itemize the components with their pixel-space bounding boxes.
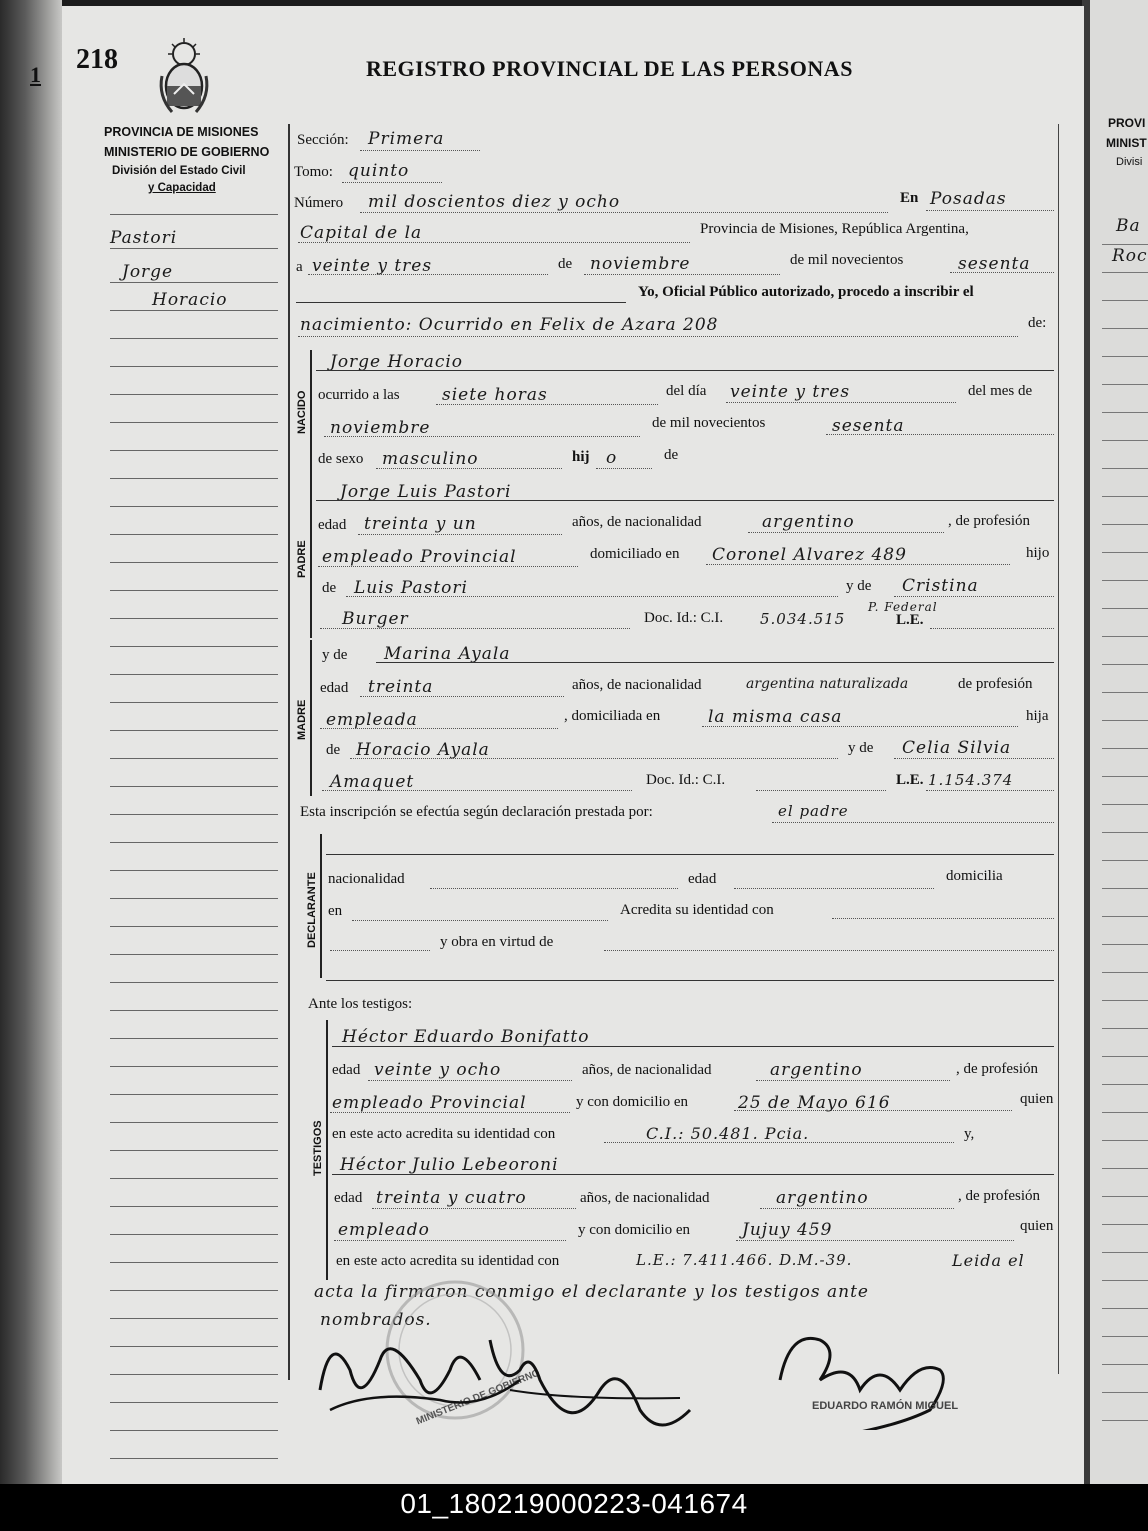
capital-value: Capital de la — [300, 223, 423, 243]
madre-profesion: empleada — [326, 710, 418, 730]
testigos-ante: Ante los testigos: — [308, 996, 413, 1012]
padre-edad-label: edad — [318, 517, 347, 533]
declaracion-value: el padre — [778, 802, 849, 820]
padre-section-label: PADRE — [296, 540, 308, 578]
madre-nombre: Marina Ayala — [384, 644, 511, 664]
declaracion-text: Esta inscripción se efectúa según declaración prestada por: — [300, 804, 653, 820]
testigo-1-edad: veinte y ocho — [374, 1060, 502, 1080]
inscribir-value: nacimiento: Ocurrido en Felix de Azara 208 — [300, 315, 719, 335]
de-colon-label: de: — [1028, 315, 1047, 331]
testigo-2-dom-label: y con domicilio en — [578, 1222, 691, 1238]
tomo-label: Tomo: — [294, 164, 333, 180]
padre-nombre: Jorge Luis Pastori — [340, 482, 512, 502]
padre-hijo-label: hijo — [1026, 545, 1050, 561]
testigo-2-nac: argentino — [776, 1188, 869, 1208]
facing-province: PROVI — [1108, 116, 1146, 130]
nacido-section-label: NACIDO — [296, 390, 308, 434]
madre-le-label: L.E. — [896, 772, 924, 788]
yo-text: Yo, Oficial Público autorizado, procedo a inscribir el — [638, 284, 974, 300]
testigo-1-acredita-label: en este acto acredita su identidad con — [332, 1126, 556, 1142]
province-label: PROVINCIA DE MISIONES — [104, 125, 259, 139]
facing-division: Divisi — [1116, 156, 1143, 168]
declarante-nacionalidad: nacionalidad — [328, 871, 405, 887]
facing-page — [1090, 0, 1148, 1484]
book-binding-left — [0, 0, 62, 1484]
padre-le-label: L.E. — [896, 612, 924, 628]
page-number: 218 — [76, 44, 118, 75]
nacido-dia: veinte y tres — [730, 382, 851, 402]
nacido-mil-label: de mil novecientos — [652, 415, 766, 431]
numero-value: mil doscientos diez y ocho — [368, 192, 621, 212]
padre-y-de-label: y de — [846, 578, 872, 594]
fecha-mil-label: de mil novecientos — [790, 252, 904, 268]
facing-ministry: MINIST — [1106, 136, 1147, 150]
madre-madre-2: Amaquet — [330, 772, 415, 792]
del-dia-label: del día — [666, 383, 707, 399]
tomo-value: quinto — [348, 161, 410, 181]
padre-dom-label: domiciliado en — [590, 546, 680, 562]
declarante-acredita: Acredita su identidad con — [620, 902, 774, 918]
fecha-dia: veinte y tres — [312, 256, 433, 276]
declarante-section-label: DECLARANTE — [306, 872, 318, 948]
declarante-en: en — [328, 903, 343, 919]
padre-doc-note: P. Federal — [868, 600, 938, 614]
madre-section-label: MADRE — [296, 699, 308, 740]
fecha-mes: noviembre — [590, 254, 691, 274]
padre-madre-2: Burger — [342, 609, 409, 629]
testigo-1-nac-label: años, de nacionalidad — [582, 1062, 712, 1078]
testigo-1-dom-label: y con domicilio en — [576, 1094, 689, 1110]
madre-dom-label: , domiciliada en — [564, 708, 661, 724]
testigo-2-edad: treinta y cuatro — [376, 1188, 527, 1208]
testigos-section-label: TESTIGOS — [312, 1120, 324, 1176]
facing-note-2: Roc — [1112, 246, 1148, 266]
padre-doc: 5.034.515 — [760, 610, 846, 628]
declarante-obra: y obra en virtud de — [440, 934, 554, 950]
provincia-text: Provincia de Misiones, República Argentina, — [700, 221, 969, 237]
official-name-stamp: EDUARDO RAMÓN MIGUEL — [812, 1400, 959, 1412]
padre-edad: treinta y un — [364, 514, 477, 534]
madre-de-label: de — [326, 742, 341, 758]
facing-note-1: Ba — [1116, 216, 1141, 236]
hij-de-label: de — [664, 447, 679, 463]
nacido-hora: siete horas — [442, 385, 548, 405]
testigo-1-y: y, — [964, 1126, 975, 1142]
margin-note-surname: Pastori — [110, 228, 178, 248]
padre-madre-1: Cristina — [902, 576, 979, 596]
closing-1: Leida el — [952, 1251, 1025, 1270]
madre-edad: treinta — [368, 677, 434, 697]
margin-note-name-2: Horacio — [152, 290, 228, 310]
testigo-2-nac-label: años, de nacionalidad — [580, 1190, 710, 1206]
testigo-1-quien: quien — [1020, 1091, 1054, 1107]
testigo-1-nombre: Héctor Eduardo Bonifatto — [342, 1027, 590, 1047]
padre-doc-label: Doc. Id.: C.I. — [644, 610, 724, 626]
testigo-2-edad-label: edad — [334, 1190, 363, 1206]
testigo-2-prof-label: , de profesión — [958, 1188, 1041, 1204]
archive-id: 01_180219000223-041674 — [400, 1488, 748, 1519]
form-left-border — [288, 124, 290, 1380]
hij-suffix: o — [606, 448, 618, 468]
coat-of-arms-icon — [156, 36, 212, 116]
testigo-1-dom: 25 de Mayo 616 — [738, 1093, 891, 1113]
madre-y-de2-label: y de — [848, 740, 874, 756]
padre-nac-label: años, de nacionalidad — [572, 514, 702, 530]
form-right-border — [1058, 124, 1059, 1374]
nacido-anio: sesenta — [832, 416, 905, 436]
testigo-2-dom: Jujuy 459 — [742, 1220, 833, 1240]
del-mes-label: del mes de — [968, 383, 1033, 399]
ministry-label: MINISTERIO DE GOBIERNO — [104, 145, 270, 159]
seccion-value: Primera — [368, 129, 445, 149]
fecha-de-label: de — [558, 256, 573, 272]
en-value: Posadas — [930, 189, 1007, 209]
closing-3: nombrados. — [320, 1310, 432, 1330]
margin-number: 1 — [30, 62, 41, 87]
margin-note-name-1: Jorge — [122, 262, 174, 282]
madre-nac-label: años, de nacionalidad — [572, 677, 702, 693]
padre-prof-label: , de profesión — [948, 513, 1031, 529]
declarante-domicilia: domicilia — [946, 868, 1003, 884]
madre-hija-label: hija — [1026, 708, 1049, 724]
ocurrido-label: ocurrido a las — [318, 387, 400, 403]
madre-padre: Horacio Ayala — [356, 740, 490, 760]
testigo-2-quien: quien — [1020, 1218, 1054, 1234]
madre-le: 1.154.374 — [928, 771, 1014, 789]
madre-domicilio: la misma casa — [708, 707, 843, 727]
testigo-1-nac: argentino — [770, 1060, 863, 1080]
padre-de-label: de — [322, 580, 337, 596]
division-label-2: y Capacidad — [148, 182, 216, 194]
sexo-label: de sexo — [318, 451, 364, 467]
stamp-text: MINISTERIO DE GOBIERNO — [414, 1367, 542, 1428]
hij-label: hij — [572, 449, 590, 465]
nacido-mes: noviembre — [330, 418, 431, 438]
padre-domicilio: Coronel Alvarez 489 — [712, 545, 907, 565]
fecha-a-label: a — [296, 259, 303, 275]
padre-padre: Luis Pastori — [354, 578, 468, 598]
madre-madre-1: Celia Silvia — [902, 738, 1012, 758]
signatures-icon — [310, 1320, 1030, 1430]
testigo-1-prof-label: , de profesión — [956, 1061, 1039, 1077]
madre-edad-label: edad — [320, 680, 349, 696]
nacido-nombre: Jorge Horacio — [330, 352, 464, 372]
padre-profesion: empleado Provincial — [322, 547, 517, 567]
page-title: REGISTRO PROVINCIAL DE LAS PERSONAS — [366, 56, 853, 81]
testigo-1-edad-label: edad — [332, 1062, 361, 1078]
madre-nacionalidad: argentina naturalizada — [746, 676, 909, 692]
fecha-anio: sesenta — [958, 254, 1031, 274]
nacido-sexo: masculino — [382, 449, 479, 469]
seccion-label: Sección: — [297, 132, 349, 148]
division-label-1: División del Estado Civil — [112, 165, 246, 177]
testigo-1-doc: C.I.: 50.481. Pcia. — [646, 1124, 810, 1143]
testigo-2-nombre: Héctor Julio Lebeoroni — [340, 1155, 559, 1175]
testigo-2-acredita-label: en este acto acredita su identidad con — [336, 1253, 560, 1269]
padre-nacionalidad: argentino — [762, 512, 855, 532]
madre-y-de-label: y de — [322, 647, 348, 663]
testigo-2-prof: empleado — [338, 1220, 430, 1240]
declarante-edad: edad — [688, 871, 717, 887]
testigo-2-doc: L.E.: 7.411.466. D.M.-39. — [636, 1251, 853, 1269]
madre-prof-label: de profesión — [958, 676, 1033, 692]
madre-doc-label: Doc. Id.: C.I. — [646, 772, 726, 788]
testigo-1-prof: empleado Provincial — [332, 1093, 527, 1113]
closing-2: acta la firmaron conmigo el declarante y los testigos ante — [314, 1282, 869, 1302]
numero-label: Número — [294, 195, 344, 211]
en-label: En — [900, 190, 919, 206]
